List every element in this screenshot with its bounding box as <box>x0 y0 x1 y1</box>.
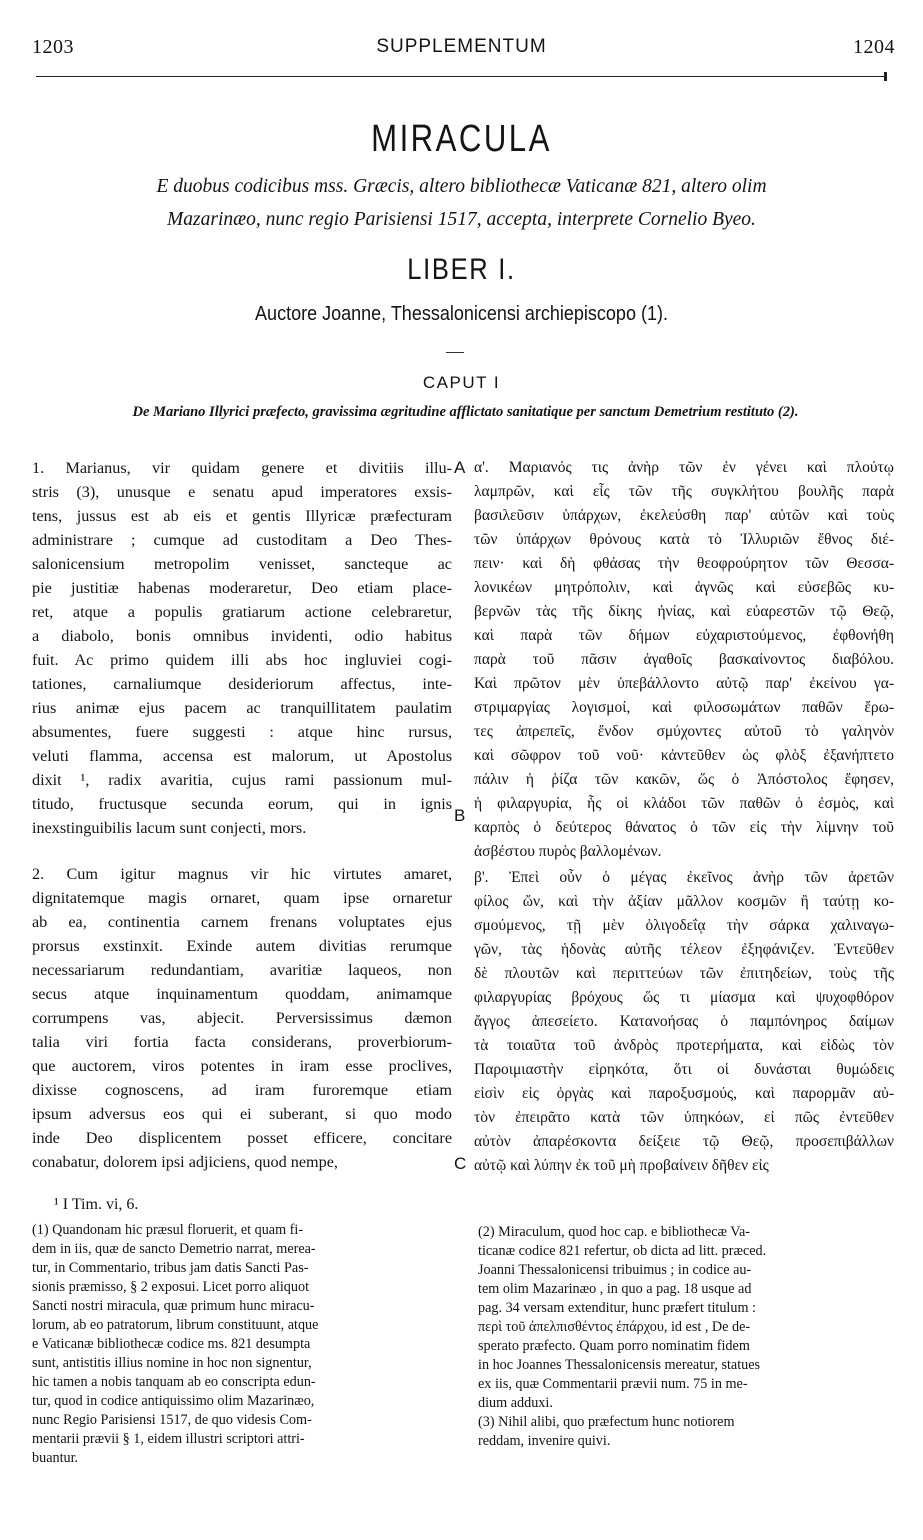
greek-line: γῶν, τὰς ἡδονὰς αὐτῆς τέλεον ἐξηφάνιζεν. Ἐντεῦθεν <box>474 941 894 958</box>
header-rule-end <box>884 72 887 81</box>
latin-line: titudo, fructusque secunda eorum, qui in ignis <box>32 795 452 813</box>
margin-marker-a: A <box>454 458 466 477</box>
greek-line: ἀσβέστου πυρὸς βαλλομένων. <box>474 843 662 860</box>
latin-line: veluti flamma, accensa est malorum, ut Apostolus <box>32 747 452 765</box>
chapter-title: De Mariano Illyrici præfecto, gravissima ægritudine afflictato sanitatique per sanctum Demetrium restituto (2). <box>132 404 799 420</box>
page-number-left: 1203 <box>32 36 74 58</box>
note-line: Joanni Thessalonicensi tribuimus ; in codice au- <box>478 1262 752 1278</box>
greek-line: Καὶ πρῶτον μὲν ὑπεβάλλοντο αὐτῷ παρ' ἐκείνου γα- <box>474 675 894 692</box>
chapter-heading: CAPUT I <box>422 373 501 392</box>
latin-line: dixisse cognoscens, ad iram furoremque etiam <box>32 1081 452 1099</box>
notes-left <box>32 1221 452 1468</box>
latin-line: rius animæ ejus pacem ac tranquillitatem paulatim <box>32 699 452 717</box>
greek-line: αὐτὸν ἀπαρέσκοντα δείξειε τῷ Θεῷ, προσεπιβάλλων <box>474 1133 894 1150</box>
greek-line: δὲ πλουτῶν καὶ περιττεύων τῶν ἐπιτηδείων, τοὺς τῆς <box>474 965 894 982</box>
latin-line: dignitatemque magis ornaret, quam ipse ornaretur <box>32 889 452 907</box>
greek-line: ἡ φιλαργυρία, ἧς οἱ κλάδοι τῶν παθῶν ὁ ἐσμὸς, καὶ <box>474 795 894 812</box>
latin-column <box>32 456 452 1174</box>
greek-line: καὶ σῶφρον τοῦ νοῦ· κἀντεῦθεν ὡς φλὸξ ἐξανήπτετο <box>474 747 894 764</box>
latin-line: administrare ; cumque ad custoditam a Deo Thes- <box>32 531 452 549</box>
greek-line: τες ἀπρεπεῖς, ἔνδον σμύχοντες αὐτοῦ τὸ γαληνὸν <box>474 723 894 740</box>
latin-line: prorsus exstinxit. Exinde autem divitias rerumque <box>32 937 452 955</box>
greek-line: βασιλεῦσιν ὑπάρχων, ἐκελεύσθη παρ' αὐτῶν καὶ τοὺς <box>474 507 894 524</box>
author-line: Auctore Joanne, Thessalonicensi archiepiscopo (1). <box>255 303 668 325</box>
separator-dash <box>446 352 464 353</box>
running-head: SUPPLEMENTUM <box>376 36 547 57</box>
latin-line: a diabolo, bonis omnibus invidenti, odio habitus <box>32 627 452 645</box>
latin-line: inexstinguibilis lacum sunt conjecti, mors. <box>32 819 307 837</box>
note-line: sperato præfecto. Quam porro nominatim fidem <box>478 1338 750 1354</box>
greek-line: πάλιν ἡ ῥίζα τῶν κακῶν, ὥς ὁ Ἀπόστολος ἔφησεν, <box>474 771 894 788</box>
latin-line: talia viri fortia facta considerans, proverbiorum- <box>32 1033 452 1051</box>
latin-line: ret, atque a populis gratiarum actione celebraretur, <box>32 603 452 621</box>
greek-line: παρὰ τοῦ πᾶσιν ἀγαθοῖς βασκαίνοντος διαβόλου. <box>474 651 894 668</box>
note-line: περὶ τοῦ ἀπελπισθέντος ἐπάρχου, id est , De de- <box>478 1319 751 1335</box>
greek-line: ἄγγος ἀπεσείετο. Κατανοήσας ὁ παμπόνηρος δαίμων <box>474 1013 894 1030</box>
note-line: buantur. <box>32 1450 79 1466</box>
greek-line: λαμπρῶν, καὶ εἷς τῶν τῆς συγκλήτου βουλῆς παρὰ <box>474 483 894 500</box>
greek-line: φίλος ὤν, καὶ τὴν ἀξίαν μᾶλλον κοσμῶν ἢ ταύτῃ κο- <box>474 893 894 910</box>
note-line: dem in iis, quæ de sancto Demetrio narrat, merea- <box>32 1241 316 1257</box>
note-line: lorum, ab eo patratorum, librum constituunt, atque <box>32 1317 319 1333</box>
latin-line: tens, jussus est ab eis et gentis Illyricæ præfecturam <box>32 507 452 525</box>
greek-line: Παροιμιαστὴν εἰρηκότα, ὅτι οἱ δυνάσται θυμώδεις <box>474 1061 894 1078</box>
subtitle-line: Mazarinæo, nunc regio Parisiensi 1517, accepta, interprete Cornelio Byeo. <box>167 209 756 230</box>
greek-line: τὸν ἐπειρᾶτο κατὰ τῶν ὑπηκόων, εἰ πῶς ἐντεῦθεν <box>474 1109 894 1126</box>
note-line: dium adduxi. <box>478 1395 553 1411</box>
page-title: MIRACULA <box>371 118 552 160</box>
latin-line: 2. Cum igitur magnus vir hic virtutes amaret, <box>32 865 452 883</box>
latin-line: ab ea, continentia carnem frenans voluptates ejus <box>32 913 452 931</box>
note-line: (1) Quandonam hic præsul floruerit, et quam fi- <box>32 1222 304 1238</box>
latin-line: tationes, carnaliumque desideriorum affectus, inte- <box>32 675 452 693</box>
subtitle <box>60 170 863 236</box>
paragraph-gap <box>32 840 452 862</box>
page-number-right: 1204 <box>853 36 895 58</box>
note-line: nunc Regio Parisiensi 1517, de quo videsis Com- <box>32 1412 312 1428</box>
book-heading: LIBER I. <box>407 253 516 286</box>
greek-line: πειν· καὶ δὴ φθάσας τὴν θεοφρούρητον τῶν Θεσσα- <box>474 555 894 572</box>
latin-line: corrumpens vas, abjecit. Perversissimus dæmon <box>32 1009 452 1027</box>
latin-line: dixit ¹, radix avaritia, cujus rami passionum mul- <box>32 771 452 789</box>
note-line: in hoc Joannes Thessalonicensis mereatur, statues <box>478 1357 761 1373</box>
note-line: (3) Nihil alibi, quo præfectum hunc notiorem <box>478 1414 735 1430</box>
greek-line: φιλαργυρίας βρόχους ὥς τι μίασμα καὶ ψυχοφθόρον <box>474 989 894 1006</box>
greek-line: α'. Μαριανός τις ἀνὴρ τῶν ἐν γένει καὶ πλούτῳ <box>474 459 894 476</box>
note-line: mentarii prævii § 1, eidem illustri scriptori attri- <box>32 1431 305 1447</box>
note-line: ex iis, quæ Commentarii prævii num. 75 in me- <box>478 1376 748 1392</box>
margin-marker-b: B <box>454 806 466 825</box>
note-line: tur, quod in codice antiquissimo olim Mazarinæo, <box>32 1393 315 1409</box>
greek-line: β'. Ἐπεὶ οὖν ὁ μέγας ἐκεῖνος ἀνὴρ τῶν ἀρετῶν <box>474 869 894 886</box>
note-line: (2) Miraculum, quod hoc cap. e bibliothecæ Va- <box>478 1224 750 1240</box>
subtitle-line: E duobus codicibus mss. Græcis, altero bibliothecæ Vaticanæ 821, altero olim <box>156 176 767 197</box>
header-rule <box>36 76 887 77</box>
greek-line: λονικέων μητρόπολιν, καὶ ἁγνῶς καὶ εὐσεβῶς κυ- <box>474 579 894 596</box>
latin-line: pie justitiæ habenas moderaretur, Deo etiam place- <box>32 579 452 597</box>
note-line: tem olim Mazarinæo , in quo a pag. 18 usque ad <box>478 1281 752 1297</box>
greek-line: σμούμενος, τῇ μὲν ὀλιγοδεΐᾳ τὴν σάρκα χαλιναγω- <box>474 917 894 934</box>
latin-line: inde Deo displicentem posset efficere, concitare <box>32 1129 452 1147</box>
latin-line: absumentes, fuere suggesti : atque hinc rursus, <box>32 723 452 741</box>
note-line: tur, in Commentario, tribus jam datis Sancti Pas- <box>32 1260 309 1276</box>
greek-line: καρπὸς ὁ δεύτερος θάνατος ὁ τῶν εἰς τὴν λίμνην τοῦ <box>474 819 894 836</box>
latin-line: ipsum adversus eos qui ei suberant, si quo modo <box>32 1105 452 1123</box>
greek-line: καὶ παρὰ τῶν δήμων εὐχαριστούμενος, ἐφθονήθη <box>474 627 894 644</box>
greek-line: στριμαργίας λογισμοί, καὶ φιλοσωμάτων παθῶν ἔρω- <box>474 699 894 716</box>
latin-line: secus atque inquinamentum quoddam, animamque <box>32 985 452 1003</box>
note-line: sionis præmisso, § 2 exposui. Licet porro aliquot <box>32 1279 310 1295</box>
greek-line: εἰσὶν εἰς ὀργὰς καὶ παροξυσμούς, καὶ παρορμᾶν αὐ- <box>474 1085 894 1102</box>
note-line: e Vaticanæ bibliothecæ codice ms. 821 desumpta <box>32 1336 311 1352</box>
greek-line: αὐτῷ καὶ λύπην ἐκ τοῦ μὴ προβαίνειν δῆθεν εἰς <box>474 1157 769 1174</box>
note-line: pag. 34 versam extenditur, hunc præfert titulum : <box>478 1300 756 1316</box>
note-line: hic tamen a nobis tanquam ab eo conscripta edun- <box>32 1374 316 1390</box>
greek-line: τὰ τοιαῦτα τοῦ ἀνδρὸς προτερήματα, καὶ εἰδὼς τὸν <box>474 1037 894 1054</box>
greek-column <box>474 456 894 1178</box>
note-line: Sancti nostri miracula, quæ primum hunc miracu- <box>32 1298 315 1314</box>
latin-line: necessariarum redundantiam, avaritiæ laqueos, non <box>32 961 452 979</box>
footnote-reference: ¹ I Tim. vi, 6. <box>54 1196 139 1213</box>
latin-line: salonicensium metropolim venisset, sancteque ac <box>32 555 452 573</box>
latin-line: conabatur, dolorem ipsi adjiciens, quod nempe, <box>32 1153 338 1171</box>
notes-right <box>478 1223 898 1451</box>
latin-line: stris (3), unusque e senatu apud imperatores exsis- <box>32 483 452 501</box>
latin-line: fuit. Ac primo quidem illi abs hoc ingluviei cogi- <box>32 651 452 669</box>
latin-line: 1. Marianus, vir quidam genere et divitiis illu- <box>32 459 452 477</box>
margin-marker-c: C <box>454 1154 467 1173</box>
note-line: reddam, invenire quivi. <box>478 1433 611 1449</box>
latin-line: que auctorem, viros potentes in iram esse proclives, <box>32 1057 452 1075</box>
greek-line: τῶν ὑπάρχων θρόνους κατὰ τὸ Ἰλλυριῶν ἔθνος διέ- <box>474 531 894 548</box>
note-line: ticanæ codice 821 refertur, ob dicta ad litt. præced. <box>478 1243 767 1259</box>
greek-line: βερνῶν τὰς τῆς δίκης ἡνίας, καὶ εὐαρεστῶν τῷ Θεῷ, <box>474 603 894 620</box>
note-line: sunt, antistitis illius nomine in hoc non signentur, <box>32 1355 312 1371</box>
